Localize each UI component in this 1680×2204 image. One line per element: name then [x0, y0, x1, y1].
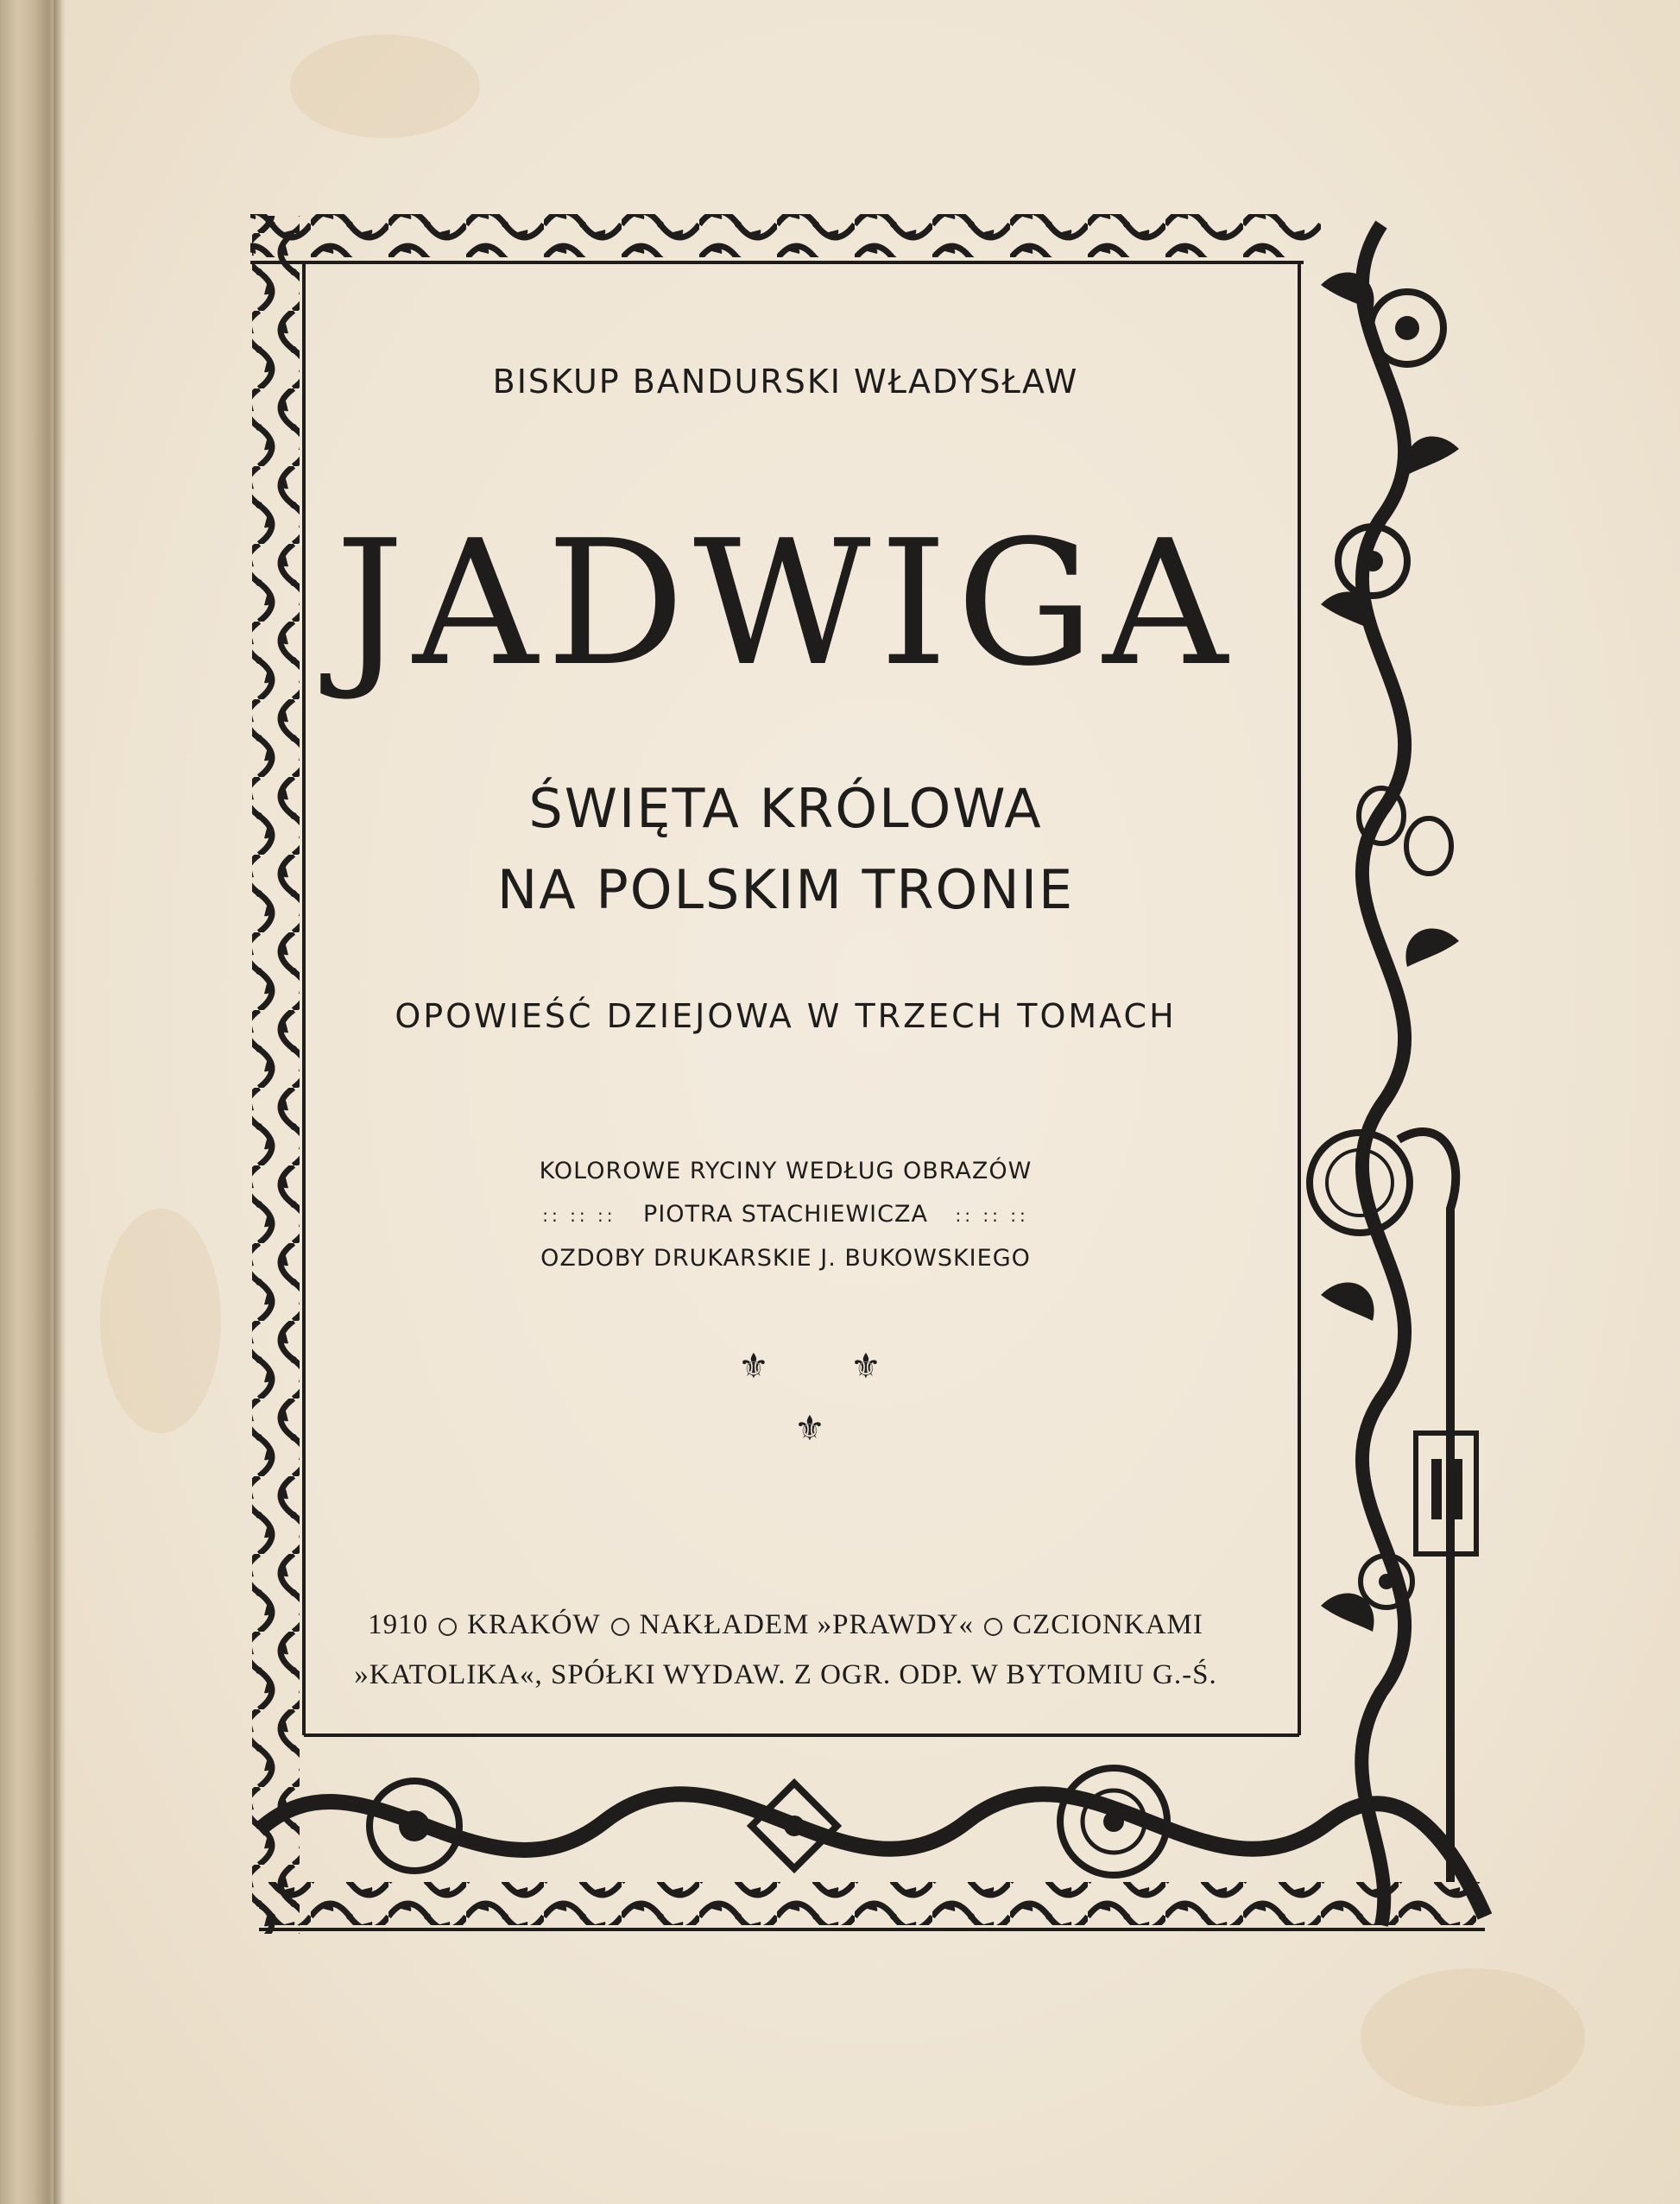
dot-separator: :: :: ::	[955, 1205, 1029, 1226]
imprint-publisher: NAKŁADEM »PRAWDY«	[639, 1609, 975, 1640]
credits-line-3: OZDOBY DRUKARSKIE J. BUKOWSKIEGO	[540, 1245, 1031, 1272]
subtitle-line-2: NA POLSKIM TRONIE	[496, 858, 1075, 921]
book-subtitle	[302, 768, 1269, 931]
author-name: BISKUP BANDURSKI WŁADYSŁAW	[492, 363, 1079, 401]
imprint-typeset: CZCIONKAMI	[1013, 1609, 1203, 1640]
fleur-de-lis-ornament	[302, 1347, 1269, 1450]
imprint	[285, 1600, 1286, 1700]
imprint-year: 1910	[368, 1609, 429, 1640]
imprint-city: KRAKÓW	[467, 1609, 601, 1640]
fleur-de-lis-icon: ⚜	[850, 1348, 881, 1386]
imprint-line-1	[285, 1600, 1286, 1650]
story-description: OPOWIEŚĆ DZIEJOWA W TRZECH TOMACH	[395, 997, 1177, 1035]
credits-line-2	[302, 1193, 1269, 1237]
circle-separator-icon	[611, 1618, 629, 1636]
fleur-de-lis-icon: ⚜	[794, 1410, 825, 1448]
book-title: JADWIGA	[335, 503, 1236, 704]
subtitle-line-1: ŚWIĘTA KRÓLOWA	[528, 777, 1043, 840]
imprint-line-2: »KATOLIKA«, SPÓŁKI WYDAW. Z OGR. ODP. W BYTOMIU G.-Ś.	[354, 1659, 1217, 1690]
illustrator-name: PIOTRA STACHIEWICZA	[643, 1201, 928, 1228]
border-bottom-vine	[259, 1768, 1485, 1929]
border-right-vine	[1302, 216, 1476, 1934]
credits	[302, 1150, 1269, 1280]
circle-separator-icon	[984, 1618, 1002, 1636]
border-top	[250, 214, 1321, 257]
dot-separator: :: :: ::	[542, 1205, 616, 1226]
circle-separator-icon	[439, 1618, 457, 1636]
credits-line-1: KOLOROWE RYCINY WEDŁUG OBRAZÓW	[539, 1158, 1033, 1184]
pinecone-icon	[1406, 818, 1451, 874]
crosier-staff-icon	[1399, 1132, 1456, 1882]
fleur-de-lis-icon: ⚜	[738, 1348, 769, 1386]
